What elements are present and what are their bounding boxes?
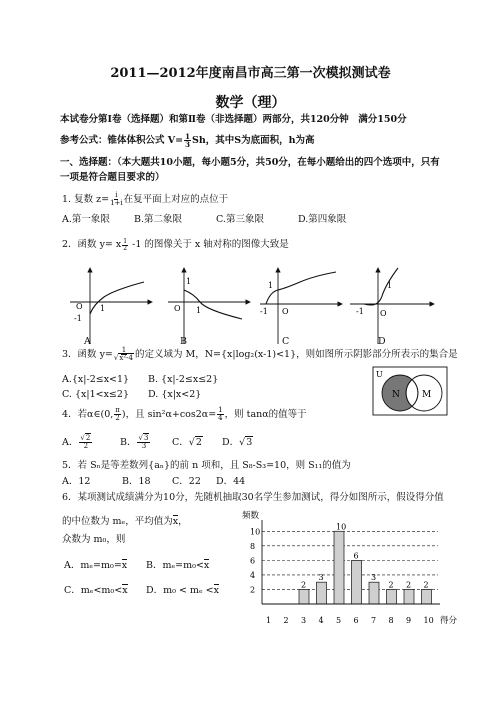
q1-option-a: A.第一象限 [62,214,110,225]
graph-c [260,268,342,344]
q4-option-c: C．√2 [172,437,202,448]
q4-option-d: D．√3 [222,437,253,448]
chart-bar-label: 2 [301,580,307,590]
chart-ylabel: 频数 [242,511,260,521]
q6-frequency-chart [240,506,470,630]
q5-stem: 5．若 Sₙ是等差数列{aₙ}的前 n 项和，且 S₈-S₃=10，则 S₁₁的值为 [62,460,351,471]
graph-d [350,268,434,344]
reference-formula: 参考公式：锥体体积公式 V= $\frac{1}{3}$ Sh，其中S为底面积，h为高 [60,132,315,149]
q3-option-d: D. {x|x<2} [148,389,202,400]
chart-y-tick-label: 4 [250,570,256,580]
chart-bar [422,589,432,604]
chart-x-tick-label: 1 [266,616,272,625]
q3-venn-diagram [372,366,448,416]
q5-option-c: C．22 [172,476,201,487]
chart-x-tick-label: 6 [353,616,359,625]
graph-a [70,268,152,344]
chart-bar-label: 3 [371,573,377,583]
graph-c-tick-y: 1 [268,281,274,290]
chart-x-tick-label: 2 [283,616,289,625]
chart-bar [369,582,379,604]
q3-option-b: B. {x|-2≤x≤2} [148,374,219,385]
q1-option-b: B.第二象限 [134,214,183,225]
q4-stem: 4．若α∈(0, $\frac{\pi}{2}$ )，且 sin²α+cos2α= $\frac{1}{4}$ ，则 tanα的值等于 [62,406,307,422]
q3-stem: 3．函数 y= $\frac{1}{\text{√x²-4}}$ 的定义域为 M，N={x|log₂(x-1)<1}，则如图所示阴影部分所表示的集合是 [62,346,458,362]
graph-a-origin: O [76,302,83,311]
q4-option-b: B． $\frac{√3}{3}$ [120,434,149,450]
graph-d-origin: O [380,309,387,318]
chart-x-tick-label: 10 [423,616,434,625]
q6-option-d: D．m₀ < mₑ <x [146,585,219,596]
chart-bar-label: 2 [388,580,394,590]
chart-bar [317,582,327,604]
graph-b-tick-x: 1 [196,306,202,315]
q3-option-c: C. {x|1<x≤2} [62,389,129,400]
venn-label-n: N [392,390,400,400]
subject-title: 数学（理） [215,95,286,111]
graph-b-origin: O [174,304,181,313]
chart-x-tick-label: 4 [318,616,324,625]
graph-d-tick-y: 1 [387,281,393,290]
q6-stem: 6．某项测试成绩满分为10分，先随机抽取30名学生参加测试，得分如图所示，假设得分值 [62,492,444,503]
q5-option-b: B．18 [122,476,151,487]
graph-a-neg: -1 [74,314,82,323]
graph-b [168,268,250,344]
chart-x-tick-label: 9 [406,616,412,625]
q5-option-a: A．12 [62,476,91,487]
q6-option-b: B．mₑ=m₀<x [146,560,210,571]
chart-bar [352,560,362,604]
chart-bar-label: 10 [336,522,347,532]
chart-y-tick-label: 6 [250,556,256,566]
graph-b-letter: B [180,336,187,347]
chart-x-tick-label: 7 [371,616,377,625]
graph-a-letter: A [84,336,91,347]
graph-a-tick: 1 [100,304,106,313]
chart-bar [404,589,414,604]
chart-bar [299,589,309,604]
chart-bar-label: 6 [353,551,359,561]
graph-c-origin: O [282,307,289,316]
graph-c-letter: C [282,336,290,347]
venn-label-m: M [422,390,432,400]
chart-x-tick-label: 3 [301,616,307,625]
chart-bar-label: 3 [318,573,324,583]
section1-heading-cont: 一项是符合题目要求的） [60,172,165,183]
q1-stem: 1. 复数 z= $\frac{i}{1+i}$ 在复平面上对应的点位于 [62,191,229,207]
chart-y-tick-label: 8 [250,541,256,551]
chart-x-tick-label: 5 [336,616,342,625]
section1-heading: 一、选择题：（本大题共10小题，每小题5分，共50分，在每小题给出的四个选项中，只有 [60,157,440,168]
exam-intro: 本试卷分第Ⅰ卷（选择题）和第Ⅱ卷（非选择题）两部分，共120分钟 满分150分 [60,114,407,125]
chart-bar-label: 2 [406,580,412,590]
q6-stem-cont: 的中位数为 mₑ，平均值为x， [62,516,188,527]
q6-stem-mode: 众数为 m₀，则 [62,534,126,545]
graph-d-letter: D [378,336,386,347]
chart-x-tick-label: 8 [388,616,394,625]
chart-bar-label: 2 [423,580,429,590]
chart-y-tick-label: 2 [250,585,256,595]
exam-title: 2011—2012年度南昌市高三第一次模拟测试卷 [110,66,391,81]
chart-xlabel: 得分 [440,616,458,626]
q6-option-a: A．mₑ=m₀=x [64,560,128,571]
chart-bar [334,531,344,604]
q3-option-a: A.{x|-2≤x<1} [62,374,130,385]
venn-label-u: U [376,370,383,379]
q2-stem: 2．函数 y= x $^{\frac{1}{2}}$ -1 的图像关于 x 轴对称的图像大致是 [62,238,289,252]
graph-b-tick-y: 1 [186,277,192,286]
graph-c-neg: -1 [260,307,268,316]
chart-bar [387,589,397,604]
q5-option-d: D．44 [216,476,246,487]
chart-y-tick-label: 10 [250,527,261,537]
q1-option-c: C.第三象限 [216,214,264,225]
q6-option-c: C．mₑ<m₀<x [64,585,128,596]
q1-option-d: D.第四象限 [298,214,347,225]
q4-option-a: A． $\frac{√2}{2}$ [62,434,91,450]
graph-d-neg: -1 [356,307,364,316]
